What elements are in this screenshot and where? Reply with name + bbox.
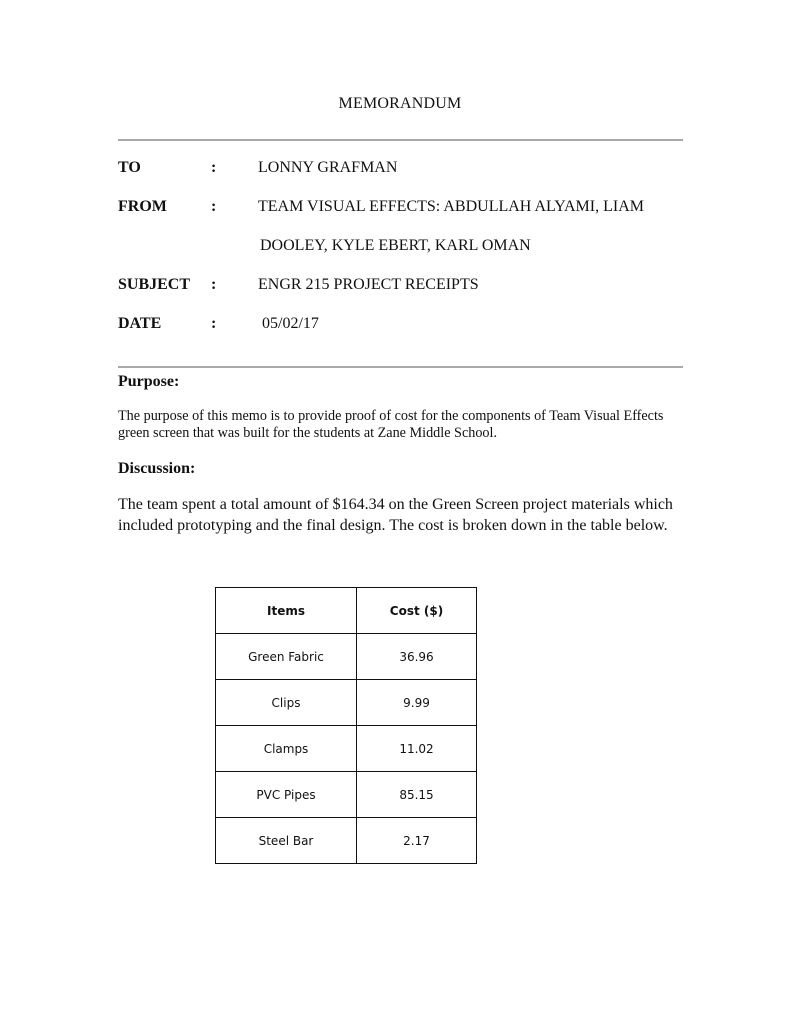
from-value-line1: TEAM VISUAL EFFECTS: ABDULLAH ALYAMI, LIAM [258,198,644,215]
from-label: FROM [118,198,167,215]
item-cell: Steel Bar [216,818,357,864]
subject-value: ENGR 215 PROJECT RECEIPTS [258,276,479,293]
to-value: LONNY GRAFMAN [258,159,398,176]
subject-label: SUBJECT [118,276,191,293]
header-bottom-divider [118,366,683,368]
cost-table [215,587,477,864]
purpose-heading: Purpose: [118,373,180,390]
date-colon: : [211,315,217,332]
table-row [216,634,477,680]
memo-title: MEMORANDUM [338,95,462,112]
from-colon: : [211,198,217,215]
cost-cell: 11.02 [357,726,477,772]
to-label: TO [118,159,141,176]
cost-cell: 36.96 [357,634,477,680]
discussion-paragraph: The team spent a total amount of $164.34 on the Green Screen project materials which included prototyping and the final design. The cost is broken down in the table below. [118,496,673,534]
item-cell: Clips [216,680,357,726]
from-value-line2: DOOLEY, KYLE EBERT, KARL OMAN [260,237,531,254]
items-column-header: Items [216,588,357,634]
table-header-row [216,588,477,634]
date-value: 05/02/17 [262,315,319,332]
subject-colon: : [211,276,217,293]
table-row [216,680,477,726]
table-row [216,726,477,772]
header-top-divider [118,139,683,141]
table-row [216,818,477,864]
date-label: DATE [118,315,162,332]
item-cell: Clamps [216,726,357,772]
discussion-heading: Discussion: [118,460,196,477]
item-cell: Green Fabric [216,634,357,680]
cost-cell: 2.17 [357,818,477,864]
to-colon: : [211,159,217,176]
cost-cell: 85.15 [357,772,477,818]
item-cell: PVC Pipes [216,772,357,818]
cost-cell: 9.99 [357,680,477,726]
purpose-paragraph: The purpose of this memo is to provide proof of cost for the components of Team Visual Effects green screen that was built for the students at Zane Middle School. [118,408,664,441]
cost-column-header: Cost ($) [357,588,477,634]
table-row [216,772,477,818]
